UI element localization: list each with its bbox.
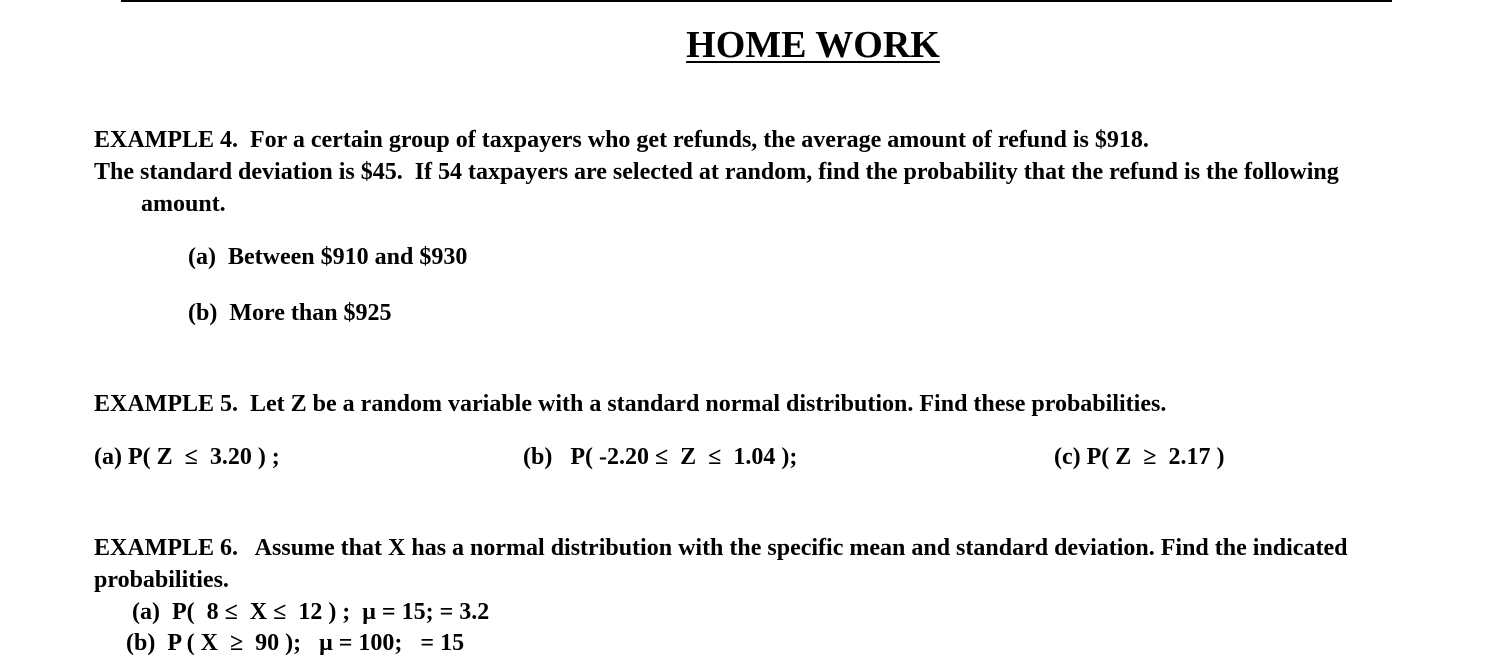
example-4-line-2: The standard deviation is $45. If 54 taxpayers are selected at random, find the probability that the refund is the following — [94, 159, 1339, 185]
example-6-part-b: (b) P ( X ≥ 90 ); μ = 100; = 15 — [126, 630, 465, 656]
example-5-part-c: (c) P( Z ≥ 2.17 ) — [1054, 444, 1225, 470]
example-6-line-2: probabilities. — [94, 567, 229, 593]
page-title: HOME WORK — [686, 24, 940, 66]
example-5-part-a: (a) P( Z ≤ 3.20 ) ; — [94, 444, 280, 470]
example-4-line-1: EXAMPLE 4. For a certain group of taxpayers who get refunds, the average amount of refund is $918. — [94, 127, 1149, 153]
example-6-line-1: EXAMPLE 6. Assume that X has a normal distribution with the specific mean and standard deviation. Find the indicated — [94, 535, 1348, 561]
example-4-part-b: (b) More than $925 — [188, 300, 392, 326]
top-rule — [121, 0, 1392, 2]
example-5-part-b: (b) P( -2.20 ≤ Z ≤ 1.04 ); — [523, 444, 798, 470]
example-6-part-a: (a) P( 8 ≤ X ≤ 12 ) ; μ = 15; = 3.2 — [132, 599, 490, 625]
example-4-line-3: amount. — [141, 191, 226, 217]
example-4-part-a: (a) Between $910 and $930 — [188, 244, 468, 270]
example-5-line-1: EXAMPLE 5. Let Z be a random variable with a standard normal distribution. Find these probabilities. — [94, 391, 1167, 417]
